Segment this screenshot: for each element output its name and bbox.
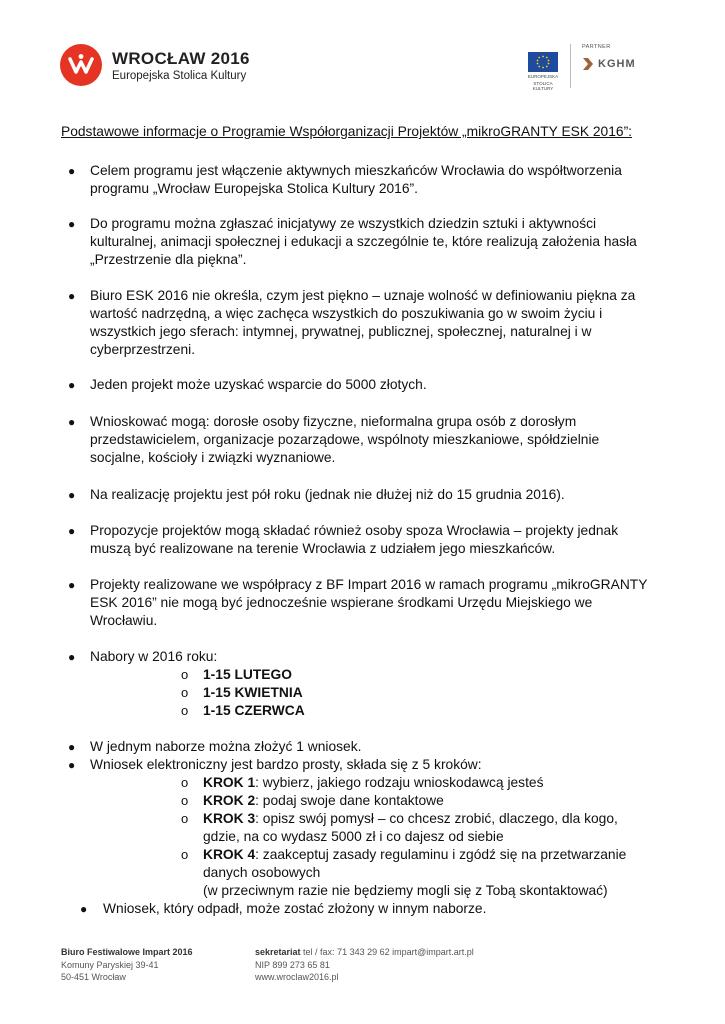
eu-caption-1: EUROPEJSKA [527, 74, 559, 79]
list-item-line: programu „Wrocław Europejska Stolica Kultury 2016”. [90, 181, 418, 196]
bullet-icon: ● [68, 758, 76, 772]
page-heading: Podstawowe informacje o Programie Współorganizacji Projektów „mikroGRANTY ESK 2016”: [61, 124, 633, 139]
list-item-line: przedstawicielem, organizacje pozarządowe, wspólnoty mieszkaniowe, spółdzielnie [90, 432, 600, 447]
list-item-line: Wnioskować mogą: dorosłe osoby fizyczne, nieformalna grupa osób z dorosłym [90, 414, 577, 429]
logo-title: WROCŁAW 2016 [112, 48, 250, 68]
kghm-name: KGHM [598, 58, 636, 70]
bullet-icon: ● [68, 217, 76, 231]
header-divider [570, 44, 571, 88]
step-3-cont: gdzie, na co wydasz 5000 zł i co dajesz od siebie [203, 829, 504, 844]
partner-label: PARTNER [582, 44, 611, 50]
step-4: KROK 4: zaakceptuj zasady regulaminu i zgódź się na przetwarzanie [203, 847, 627, 862]
footer-secretariat-label: sekretariat [255, 947, 301, 957]
eu-capital-of-culture-logo [525, 52, 561, 91]
footer-city: 50-451 Wrocław [61, 972, 126, 982]
list-item-line: W jednym naborze można złożyć 1 wniosek. [90, 739, 362, 754]
bullet-icon: ● [80, 902, 88, 916]
list-item-line: cyberprzestrzeni. [90, 342, 196, 357]
step-4-cont: danych osobowych [203, 865, 321, 880]
list-item-line: Celem programu jest włączenie aktywnych mieszkańców Wrocławia do współtworzenia [90, 163, 622, 178]
list-item-line: Wniosek, który odpadł, może zostać złożony w innym naborze. [103, 901, 487, 916]
wroclaw-2016-logo [60, 44, 250, 86]
footer-street: Komuny Paryskiej 39-41 [61, 959, 159, 970]
list-item-line: socjalne, kościoły i związki wyznaniowe. [90, 450, 336, 465]
bullet-icon: ● [68, 488, 76, 502]
footer-org-name: Biuro Festiwalowe Impart 2016 [61, 947, 193, 957]
logo-subtitle: Europejska Stolica Kultury [112, 69, 247, 82]
footer-website: www.wroclaw2016.pl [255, 972, 339, 982]
round-3: 1-15 CZERWCA [203, 703, 305, 718]
list-item-line: ESK 2016” nie mogą być jednocześnie wspierane środkami Urzędu Miejskiego we [90, 595, 593, 610]
wroclaw-logo-icon [60, 44, 102, 86]
round-1: 1-15 LUTEGO [203, 667, 292, 682]
eu-caption-2: STOLICA KULTURY [532, 81, 554, 91]
step-4-cont2: (w przeciwnym razie nie będziemy mogli się z Tobą skontaktować) [203, 883, 608, 898]
list-item-line: kulturalnej, animacji społecznej i edukacji a szczególnie te, które realizują założenia hasła [90, 234, 637, 249]
list-item-line: Wrocławiu. [90, 613, 158, 628]
list-item-line: Biuro ESK 2016 nie określa, czym jest piękno – uznaje wolność w definiowaniu piękna za [90, 288, 636, 303]
list-item-line: Projekty realizowane we współpracy z BF Impart 2016 w ramach programu „mikroGRANTY [90, 577, 648, 592]
circle-bullet-icon: o [181, 775, 189, 790]
round-2: 1-15 KWIETNIA [203, 685, 303, 700]
bullet-icon: ● [68, 740, 76, 754]
list-item-line: „Przestrzenie dla piękna”. [90, 252, 247, 267]
kghm-logo [582, 57, 636, 71]
circle-bullet-icon: o [181, 811, 189, 826]
list-item-line: wartość nadrzędną, a więc zachęca wszystkich do poszukiwania go w swoim życiu i [90, 306, 603, 321]
step-3: KROK 3: opisz swój pomysł – co chcesz zrobić, dlaczego, dla kogo, [203, 811, 618, 826]
list-item-line: Do programu można zgłaszać inicjatywy ze wszystkich dziedzin sztuki i aktywności [90, 216, 597, 231]
bullet-icon: ● [68, 578, 76, 592]
list-item-line: Wniosek elektroniczny jest bardzo prosty, składa się z 5 kroków: [90, 757, 482, 772]
circle-bullet-icon: o [181, 685, 189, 700]
list-item-line: Jeden projekt może uzyskać wsparcie do 5000 złotych. [90, 377, 427, 392]
bullet-icon: ● [68, 378, 76, 392]
bullet-icon: ● [68, 289, 76, 303]
circle-bullet-icon: o [181, 847, 189, 862]
step-1: KROK 1: wybierz, jakiego rodzaju wnioskodawcą jesteś [203, 775, 544, 790]
list-item-line: Na realizację projektu jest pół roku (jednak nie dłużej niż do 15 grudnia 2016). [90, 487, 565, 502]
kghm-icon [582, 57, 594, 71]
bullet-icon: ● [68, 650, 76, 664]
bullet-icon: ● [68, 415, 76, 429]
eu-flag-icon [528, 52, 558, 72]
footer-address [61, 946, 193, 984]
circle-bullet-icon: o [181, 793, 189, 808]
footer-nip: NIP 899 273 65 81 [255, 959, 330, 970]
list-item-line: Nabory w 2016 roku: [90, 649, 218, 664]
circle-bullet-icon: o [181, 667, 189, 682]
bullet-icon: ● [68, 164, 76, 178]
list-item-line: muszą być realizowane na terenie Wrocławia z udziałem jego mieszkańców. [90, 541, 556, 556]
list-item-line: Propozycje projektów mogą składać również osoby spoza Wrocławia – projekty jednak [90, 523, 619, 538]
footer-contact-info: tel / fax: 71 343 29 62 impart@impart.art.pl [300, 947, 474, 957]
circle-bullet-icon: o [181, 703, 189, 718]
footer-contact [255, 946, 474, 984]
bullet-icon: ● [68, 524, 76, 538]
list-item-line: wszystkich jego sferach: intymnej, prywatnej, publicznej, społecznej, naturalnej i w [90, 324, 592, 339]
step-2: KROK 2: podaj swoje dane kontaktowe [203, 793, 444, 808]
